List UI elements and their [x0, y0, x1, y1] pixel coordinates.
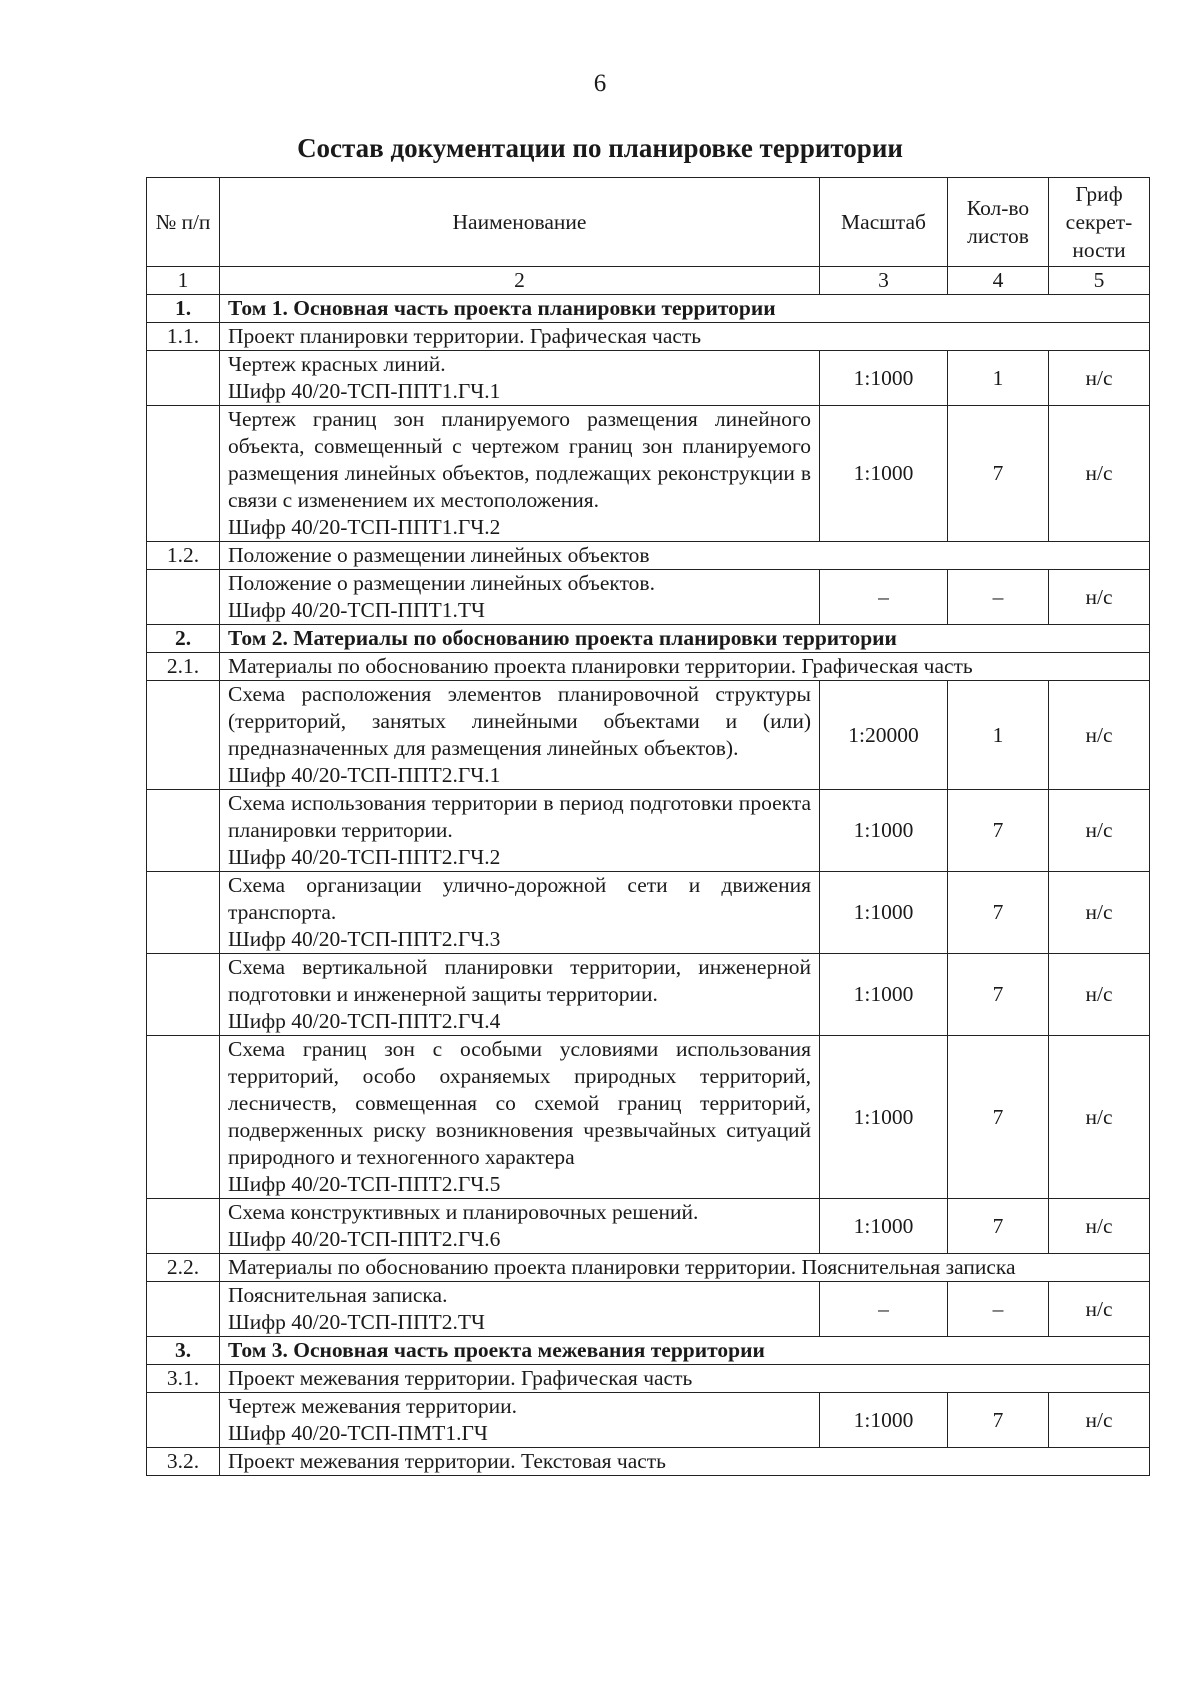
item-description: Чертеж красных линий. — [228, 352, 446, 376]
volume-row — [147, 295, 1150, 323]
subsection-row — [147, 1448, 1150, 1476]
row-number: 3.2. — [147, 1448, 220, 1476]
row-number-empty — [147, 790, 220, 872]
item-sheet-count: 7 — [948, 1199, 1049, 1254]
document-item-row — [147, 1199, 1150, 1254]
item-code: Шифр 40/20-ТСП-ППТ1.ТЧ — [228, 598, 485, 622]
subsection-title: Материалы по обоснованию проекта планировки территории. Графическая часть — [220, 653, 1150, 681]
row-number: 3.1. — [147, 1365, 220, 1393]
item-code: Шифр 40/20-ТСП-ППТ2.ГЧ.5 — [228, 1172, 501, 1196]
item-code: Шифр 40/20-ТСП-ППТ1.ГЧ.1 — [228, 379, 501, 403]
row-number-empty — [147, 351, 220, 406]
item-scale: 1:20000 — [820, 681, 948, 790]
item-sheet-count: 7 — [948, 406, 1049, 542]
row-number-empty — [147, 1036, 220, 1199]
page-number: 6 — [593, 70, 607, 97]
item-description: Пояснительная записка. — [228, 1283, 448, 1307]
item-sheet-count: 7 — [948, 954, 1049, 1036]
column-number-row — [147, 267, 1150, 295]
item-classification: н/с — [1049, 1393, 1150, 1448]
column-number: 5 — [1049, 267, 1150, 295]
item-code: Шифр 40/20-ТСП-ППТ2.ГЧ.2 — [228, 845, 501, 869]
volume-title: Том 3. Основная часть проекта межевания территории — [220, 1337, 1150, 1365]
subsection-title: Проект межевания территории. Графическая часть — [220, 1365, 1150, 1393]
item-description: Схема вертикальной планировки территории, инженерной подготовки и инженерной защиты территории. — [228, 955, 811, 1006]
volume-row — [147, 625, 1150, 653]
header-classification: Гриф секрет-ности — [1049, 178, 1150, 267]
item-name — [220, 406, 820, 542]
volume-row — [147, 1337, 1150, 1365]
row-number-empty — [147, 570, 220, 625]
document-item-row — [147, 1393, 1150, 1448]
document-item-row — [147, 954, 1150, 1036]
item-name — [220, 570, 820, 625]
subsection-row — [147, 1254, 1150, 1282]
item-code: Шифр 40/20-ТСП-ППТ2.ГЧ.4 — [228, 1009, 501, 1033]
item-classification: н/с — [1049, 872, 1150, 954]
document-title: Состав документации по планировке территории — [297, 133, 903, 163]
item-name — [220, 872, 820, 954]
row-number-empty — [147, 406, 220, 542]
row-number-empty — [147, 1282, 220, 1337]
document-item-row — [147, 351, 1150, 406]
item-description: Чертеж границ зон планируемого размещения линейного объекта, совмещенный с чертежом границ зон планируемого размещения линейных объектов, подлежащих реконструкции в связи с изменением их местоположения. — [228, 407, 811, 512]
subsection-row — [147, 1365, 1150, 1393]
item-classification: н/с — [1049, 1282, 1150, 1337]
documentation-table — [146, 177, 1150, 1476]
row-number: 1.2. — [147, 542, 220, 570]
row-number-empty — [147, 954, 220, 1036]
item-classification: н/с — [1049, 351, 1150, 406]
item-description: Чертеж межевания территории. — [228, 1394, 518, 1418]
header-number: № п/п — [147, 178, 220, 267]
item-code: Шифр 40/20-ТСП-ППТ2.ГЧ.6 — [228, 1227, 501, 1251]
volume-title: Том 1. Основная часть проекта планировки территории — [220, 295, 1150, 323]
row-number: 3. — [147, 1337, 220, 1365]
item-code: Шифр 40/20-ТСП-ПМТ1.ГЧ — [228, 1421, 488, 1445]
document-item-row — [147, 1282, 1150, 1337]
document-item-row — [147, 872, 1150, 954]
header-sheets: Кол-во листов — [948, 178, 1049, 267]
item-classification: н/с — [1049, 570, 1150, 625]
subsection-title: Проект планировки территории. Графическая часть — [220, 323, 1150, 351]
item-description: Схема расположения элементов планировочной структуры (территорий, занятых линейными объектами и (или) предназначенных для размещения линейных объектов). — [228, 682, 811, 760]
column-number: 2 — [220, 267, 820, 295]
subsection-title: Положение о размещении линейных объектов — [220, 542, 1150, 570]
column-number: 4 — [948, 267, 1049, 295]
subsection-row — [147, 323, 1150, 351]
row-number: 1. — [147, 295, 220, 323]
document-item-row — [147, 570, 1150, 625]
item-description: Схема использования территории в период подготовки проекта планировки территории. — [228, 791, 811, 842]
item-classification: н/с — [1049, 790, 1150, 872]
item-scale: 1:1000 — [820, 872, 948, 954]
item-sheet-count: 1 — [948, 351, 1049, 406]
item-description: Схема организации улично-дорожной сети и движения транспорта. — [228, 873, 811, 924]
item-name — [220, 1036, 820, 1199]
subsection-title: Материалы по обоснованию проекта планировки территории. Пояснительная записка — [220, 1254, 1150, 1282]
item-name — [220, 1282, 820, 1337]
document-item-row — [147, 681, 1150, 790]
item-description: Положение о размещении линейных объектов. — [228, 571, 655, 595]
column-number: 1 — [147, 267, 220, 295]
item-description: Схема конструктивных и планировочных решений. — [228, 1200, 699, 1224]
subsection-row — [147, 542, 1150, 570]
item-classification: н/с — [1049, 406, 1150, 542]
item-code: Шифр 40/20-ТСП-ППТ2.ГЧ.3 — [228, 927, 501, 951]
item-sheet-count: 7 — [948, 872, 1049, 954]
row-number-empty — [147, 1199, 220, 1254]
item-scale: 1:1000 — [820, 1199, 948, 1254]
item-sheet-count: 7 — [948, 790, 1049, 872]
item-scale: 1:1000 — [820, 954, 948, 1036]
document-item-row — [147, 406, 1150, 542]
row-number: 2.2. — [147, 1254, 220, 1282]
item-scale: – — [820, 570, 948, 625]
item-name — [220, 1199, 820, 1254]
item-sheet-count: – — [948, 570, 1049, 625]
item-scale: 1:1000 — [820, 1393, 948, 1448]
item-description: Схема границ зон с особыми условиями использования территорий, особо охраняемых природных территорий, лесничеств, совмещенная со схемой границ территорий, подверженных риску возникновения чрезвычайных ситуаций природного и техногенного характера — [228, 1037, 811, 1169]
item-name — [220, 1393, 820, 1448]
row-number: 1.1. — [147, 323, 220, 351]
item-name — [220, 351, 820, 406]
item-scale: 1:1000 — [820, 406, 948, 542]
item-code: Шифр 40/20-ТСП-ППТ2.ГЧ.1 — [228, 763, 501, 787]
header-scale: Масштаб — [820, 178, 948, 267]
item-scale: – — [820, 1282, 948, 1337]
item-name — [220, 790, 820, 872]
item-name — [220, 954, 820, 1036]
item-sheet-count: 7 — [948, 1036, 1049, 1199]
item-scale: 1:1000 — [820, 351, 948, 406]
row-number-empty — [147, 681, 220, 790]
document-item-row — [147, 1036, 1150, 1199]
item-classification: н/с — [1049, 681, 1150, 790]
item-sheet-count: – — [948, 1282, 1049, 1337]
item-classification: н/с — [1049, 1199, 1150, 1254]
document-item-row — [147, 790, 1150, 872]
item-sheet-count: 1 — [948, 681, 1049, 790]
volume-title: Том 2. Материалы по обоснованию проекта планировки территории — [220, 625, 1150, 653]
item-code: Шифр 40/20-ТСП-ППТ1.ГЧ.2 — [228, 515, 501, 539]
row-number: 2. — [147, 625, 220, 653]
row-number-empty — [147, 1393, 220, 1448]
column-number: 3 — [820, 267, 948, 295]
header-name: Наименование — [220, 178, 820, 267]
row-number-empty — [147, 872, 220, 954]
item-sheet-count: 7 — [948, 1393, 1049, 1448]
item-scale: 1:1000 — [820, 1036, 948, 1199]
item-classification: н/с — [1049, 954, 1150, 1036]
item-classification: н/с — [1049, 1036, 1150, 1199]
subsection-row — [147, 653, 1150, 681]
row-number: 2.1. — [147, 653, 220, 681]
item-code: Шифр 40/20-ТСП-ППТ2.ТЧ — [228, 1310, 485, 1334]
subsection-title: Проект межевания территории. Текстовая часть — [220, 1448, 1150, 1476]
item-name — [220, 681, 820, 790]
item-scale: 1:1000 — [820, 790, 948, 872]
table-header-row — [147, 178, 1150, 267]
